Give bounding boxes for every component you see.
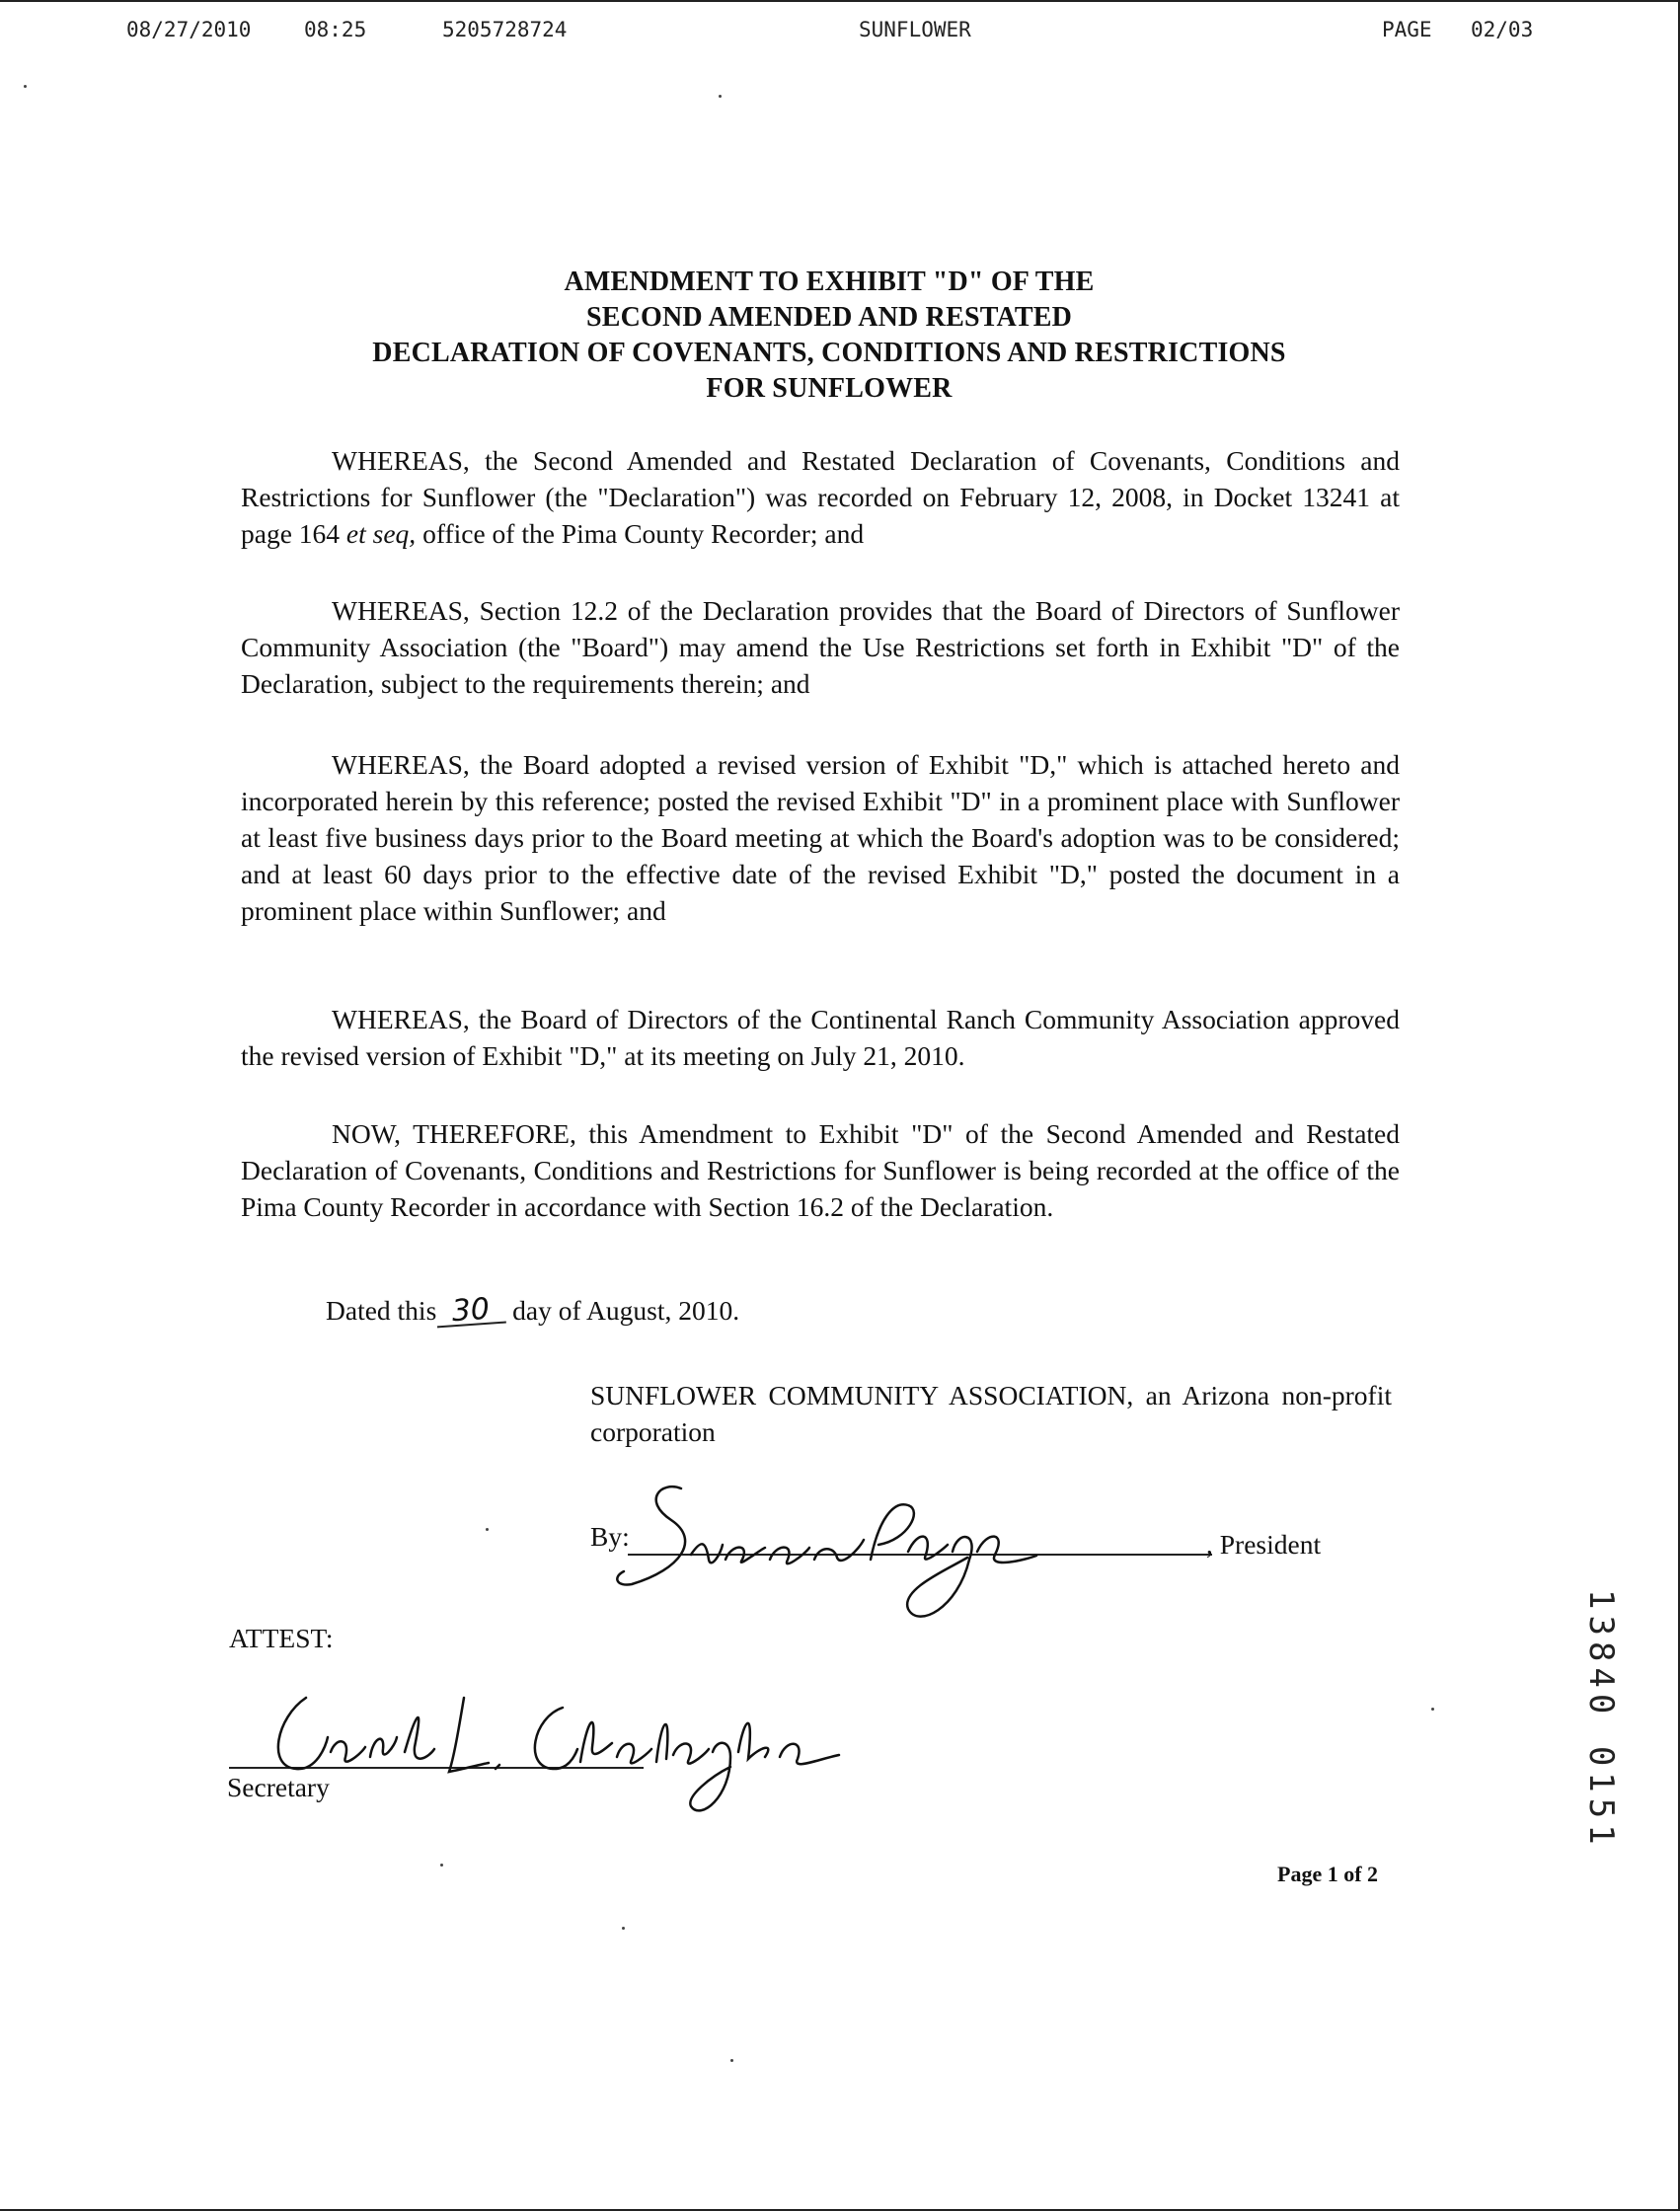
scan-speck <box>24 85 27 88</box>
secretary-signature-image <box>267 1678 859 1826</box>
title-line-3: DECLARATION OF COVENANTS, CONDITIONS AND RESTRICTIONS <box>372 338 1286 368</box>
whereas-paragraph-4: WHEREAS, the Board of Directors of the Continental Ranch Community Association approved the revised version of Exhibit "D," at its meeting on July 21, 2010. <box>241 1004 1400 1071</box>
secretary-title: Secretary <box>227 1772 330 1802</box>
therefore-paragraph: NOW, THEREFORE, this Amendment to Exhibit "D" of the Second Amended and Restated Declaration of Covenants, Conditions and Restrictions for Sunflower is being recorded at the office of the Pima County Recorder in accordance with Section 16.2 of the Declaration. <box>241 1118 1400 1222</box>
docket-stamp <box>1581 1589 1627 1856</box>
fax-phone: 5205728724 <box>442 18 568 41</box>
dated-line <box>326 1292 739 1329</box>
p1-text-end: office of the Pima County Recorder; and <box>416 518 865 549</box>
whereas-paragraph-2: WHEREAS, Section 12.2 of the Declaration provides that the Board of Directors of Sunflower Community Association (the "Board") may amend the Use Restrictions set forth in Exhibit "D" of the Declaration, subject to the requirements therein; and <box>241 595 1400 699</box>
president-signature-image <box>612 1461 1066 1629</box>
whereas-paragraph-1 <box>241 442 1400 552</box>
whereas-paragraph-3: WHEREAS, the Board adopted a revised version of Exhibit "D," which is attached hereto and incorporated herein by this reference; posted the revised Exhibit "D" in a prominent place with Sunflower at least five business days prior to the Board meeting at which the Board's adoption was to be considered; and at least 60 days prior to the effective date of the revised Exhibit "D," posted the document in a prominent place within Sunflower; and <box>241 749 1400 926</box>
dated-day: 30 <box>435 1296 506 1329</box>
p1-text-start: WHEREAS, the Second Amended and Restated Declaration of Covenants, Conditions and Restrictions for Sunflower (the "Declaration") was recorded on February 12, 2008, in Docket 13241 at page 164 <box>241 445 1400 549</box>
docket-stamp-text: 13840 0151 <box>1581 1589 1621 1851</box>
scan-speck <box>719 95 722 98</box>
dated-suffix: day of August, 2010. <box>505 1295 740 1326</box>
attest-label: ATTEST: <box>229 1623 334 1653</box>
scan-speck <box>730 2059 733 2062</box>
scan-speck <box>486 1528 489 1531</box>
title-line-4: FOR SUNFLOWER <box>706 373 953 404</box>
by-label: By: <box>590 1521 630 1552</box>
title-line-1: AMENDMENT TO EXHIBIT "D" OF THE <box>564 267 1095 297</box>
president-title: , President <box>1206 1529 1322 1560</box>
title-line-2: SECOND AMENDED AND RESTATED <box>585 302 1073 333</box>
organization-name: SUNFLOWER COMMUNITY ASSOCIATION, an Arizona non-profit corporation <box>590 1380 1392 1447</box>
fax-sender: SUNFLOWER <box>859 18 971 41</box>
dated-prefix: Dated this <box>326 1295 437 1326</box>
fax-page-number: 02/03 <box>1471 18 1534 41</box>
scan-speck <box>1431 1708 1434 1711</box>
scan-speck <box>622 1927 625 1930</box>
p1-text-italic: et seq, <box>345 518 417 549</box>
scan-speck <box>440 1864 443 1867</box>
fax-page-label: PAGE <box>1382 18 1432 41</box>
page-footer: Page 1 of 2 <box>1277 1862 1379 1886</box>
fax-date: 08/27/2010 <box>126 18 252 41</box>
fax-header <box>0 18 1680 47</box>
document-title <box>227 265 1431 407</box>
fax-time: 08:25 <box>304 18 367 41</box>
